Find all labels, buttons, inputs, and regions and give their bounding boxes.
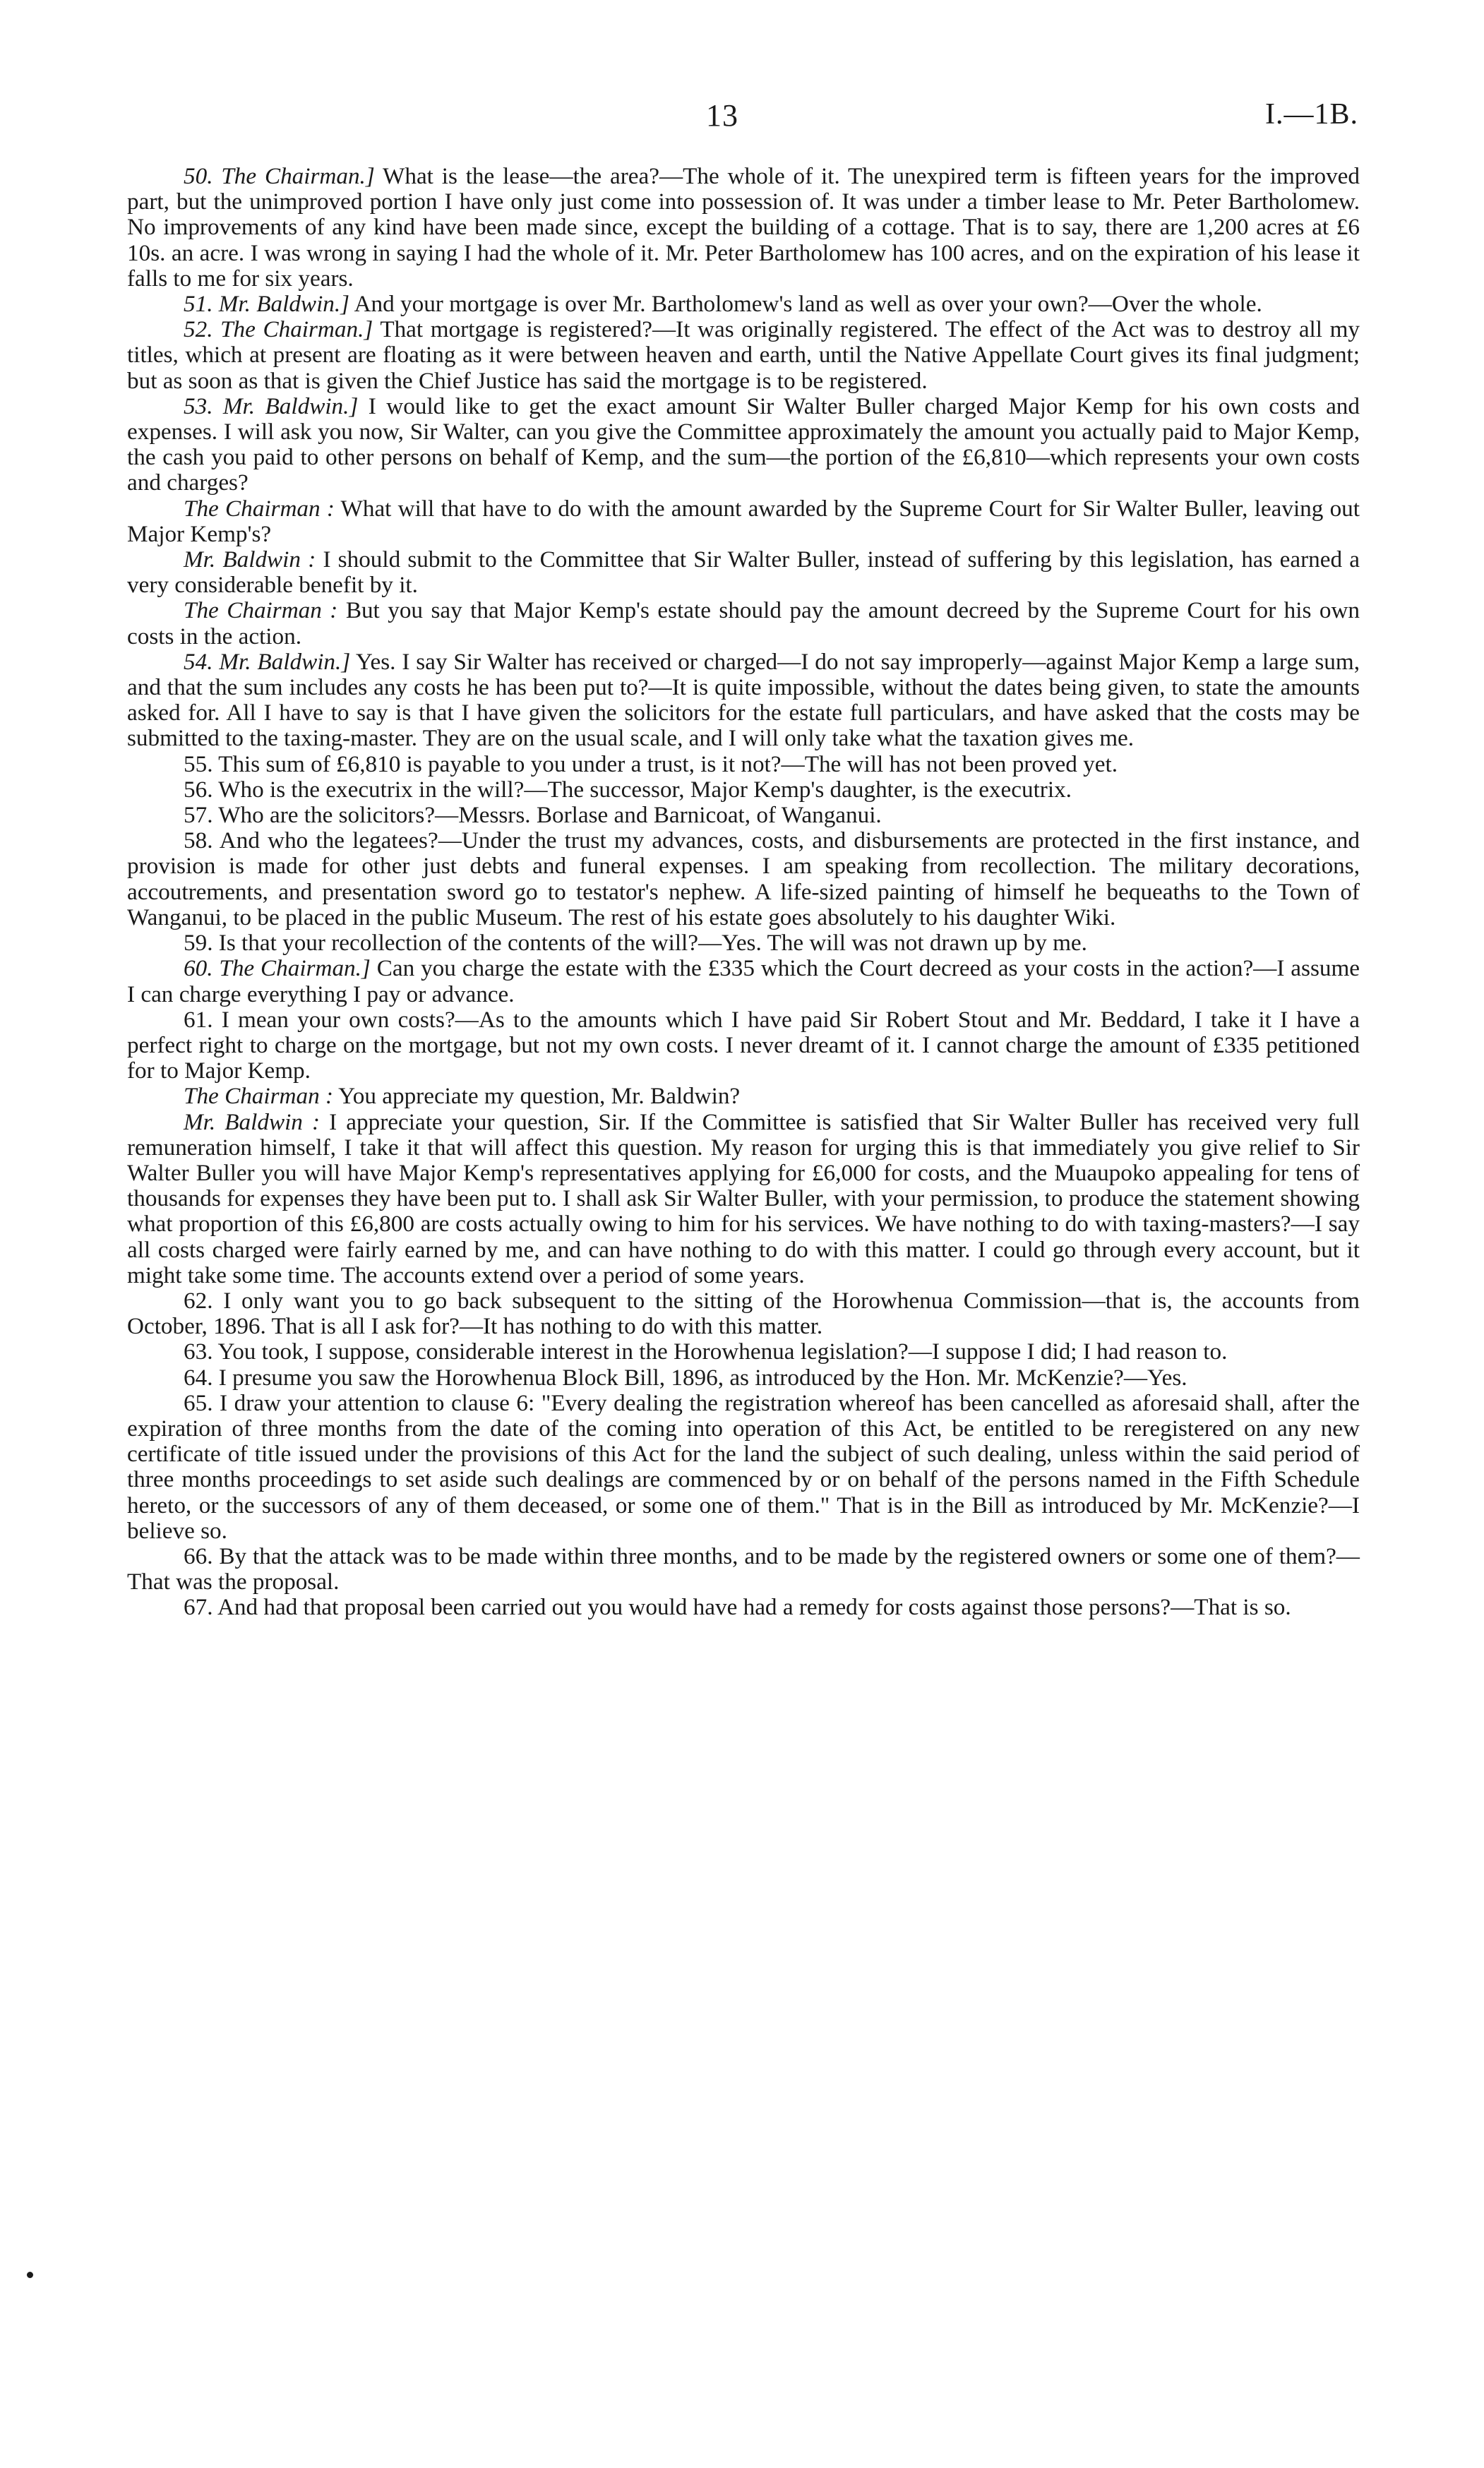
paragraph-baldwin-remark-2 bbox=[127, 1110, 1360, 1288]
paragraph-58 bbox=[127, 828, 1360, 930]
paragraph-51 bbox=[127, 292, 1360, 317]
paragraph-54 bbox=[127, 649, 1360, 752]
paragraph-64 bbox=[127, 1365, 1360, 1391]
page-header bbox=[0, 97, 1484, 140]
evidence-body bbox=[127, 164, 1360, 1621]
speaker-label: 53. Mr. Baldwin.] bbox=[184, 393, 359, 419]
speaker-label: The Chairman : bbox=[184, 597, 338, 624]
paragraph-text: Can you charge the estate with the £335 which the Court decreed as your costs in the action?—I assume I can charge everything I pay or advance. bbox=[127, 955, 1360, 1007]
paragraph-text: You appreciate my question, Mr. Baldwin? bbox=[333, 1083, 741, 1110]
paragraph-65 bbox=[127, 1391, 1360, 1544]
paragraph-text: What will that have to do with the amount awarded by the Supreme Court for Sir Walter Buller, leaving out Major Kemp's? bbox=[127, 495, 1360, 547]
paragraph-57 bbox=[127, 803, 1360, 828]
speaker-label: 60. The Chairman.] bbox=[184, 955, 371, 982]
paragraph-text: 65. I draw your attention to clause 6: "Every dealing the registration whereof has been cancelled as aforesaid shall, after the expiration of three months from the date of the coming into operation of this Act, be entitled to be reregistered on any new certificate of title issued under the provisions of this Act for the land the subject of such dealing, unless within the said period of three months proceedings to set aside such dealings are commenced by or on behalf of the persons named in the Fifth Schedule hereto, or the successors of any of them deceased, or some one of them." That is in the Bill as introduced by Mr. McKenzie?—I believe so. bbox=[127, 1389, 1360, 1544]
paragraph-55 bbox=[127, 752, 1360, 777]
paragraph-text: 56. Who is the executrix in the will?—The successor, Major Kemp's daughter, is the executrix. bbox=[184, 776, 1072, 803]
page-number: 13 bbox=[706, 98, 738, 133]
paragraph-60 bbox=[127, 956, 1360, 1007]
speaker-label: 50. The Chairman.] bbox=[184, 163, 375, 189]
paragraph-61 bbox=[127, 1007, 1360, 1084]
paragraph-67 bbox=[127, 1595, 1360, 1620]
speaker-label: Mr. Baldwin : bbox=[184, 546, 316, 573]
paragraph-text: 58. And who the legatees?—Under the trust my advances, costs, and disbursements are protected in the first instance, and provision is made for other just debts and funeral expenses. I am speaking from recollection. The military decorations, accoutrements, and presentation sword go to testator's nephew. A life-sized painting of himself he bequeaths to the Town of Wanganui, to be placed in the public Museum. The rest of his estate goes absolutely to his daughter Wiki. bbox=[127, 827, 1360, 930]
paragraph-chairman-remark-1 bbox=[127, 496, 1360, 547]
paragraph-text: And your mortgage is over Mr. Bartholomew's land as well as over your own?—Over the whole. bbox=[349, 291, 1262, 318]
paragraph-text: That mortgage is registered?—It was originally registered. The effect of the Act was to destroy all my titles, which at present are floating as it were between heaven and earth, until the Native Appellate Court gives its final judgment; but as soon as that is given the Chief Justice has said the mortgage is to be registered. bbox=[127, 316, 1360, 394]
paragraph-baldwin-remark-1 bbox=[127, 547, 1360, 598]
paragraph-text: Yes. I say Sir Walter has received or charged—I do not say improperly—against Major Kemp a large sum, and that the sum includes any costs he has been put to?—It is quite impossible, without the dates being given, to state the amounts asked for. All I have to say is that I have given the solicitors for the estate full particulars, and have asked that the costs may be submitted to the taxing-master. They are on the usual scale, and I will only take what the taxation gives me. bbox=[127, 648, 1360, 752]
paragraph-text: 59. Is that your recollection of the contents of the will?—Yes. The will was not drawn up by me. bbox=[184, 930, 1087, 957]
paragraph-text: 67. And had that proposal been carried out you would have had a remedy for costs against those persons?—That is so. bbox=[184, 1594, 1291, 1621]
paragraph-56 bbox=[127, 777, 1360, 803]
paragraph-text: What is the lease—the area?—The whole of it. The unexpired term is fifteen years for the improved part, but the unimproved portion I have only just come into possession of. It was under a timber lease to Mr. Peter Bartholomew. No improvements of any kind have been made since, except the building of a cottage. That is to say, there are 1,200 acres at £6 10s. an acre. I was wrong in saying I had the whole of it. Mr. Peter Bartholomew has 100 acres, and on the expiration of his lease it falls to me for six years. bbox=[127, 163, 1360, 292]
paragraph-text: 57. Who are the solicitors?—Messrs. Borlase and Barnicoat, of Wanganui. bbox=[184, 802, 882, 829]
paragraph-chairman-remark-3 bbox=[127, 1084, 1360, 1109]
paragraph-text: 63. You took, I suppose, considerable interest in the Horowhenua legislation?—I suppose I did; I had reason to. bbox=[184, 1338, 1228, 1365]
speaker-label: The Chairman : bbox=[184, 1083, 334, 1110]
paragraph-62 bbox=[127, 1288, 1360, 1339]
paragraph-50 bbox=[127, 164, 1360, 292]
paragraph-text: 62. I only want you to go back subsequent to the sitting of the Horowhenua Commission—that is, the accounts from October, 1896. That is all I ask for?—It has nothing to do with this matter. bbox=[127, 1287, 1360, 1340]
speaker-label: Mr. Baldwin : bbox=[184, 1108, 321, 1135]
paragraph-chairman-remark-2 bbox=[127, 598, 1360, 649]
paragraph-59 bbox=[127, 930, 1360, 956]
speaker-label: 54. Mr. Baldwin.] bbox=[184, 648, 351, 675]
paragraph-text: 64. I presume you saw the Horowhenua Block Bill, 1896, as introduced by the Hon. Mr. McKenzie?—Yes. bbox=[184, 1364, 1187, 1391]
paragraph-text: 61. I mean your own costs?—As to the amounts which I have paid Sir Robert Stout and Mr. Beddard, I take it I have a perfect right to charge on the mortgage, but not my own costs. I never dreamt of it. I cannot charge the amount of £335 petitioned for to Major Kemp. bbox=[127, 1006, 1360, 1084]
paragraph-text: I appreciate your question, Sir. If the Committee is satisfied that Sir Walter Buller has received very full remuneration himself, I take it that will affect this question. My reason for urging this is that immediately you give relief to Sir Walter Buller you will have Major Kemp's representatives applying for £6,000 for costs, and the Muaupoko appealing for tens of thousands for expenses they have been put to. I shall ask Sir Walter Buller, with your permission, to produce the statement showing what proportion of this £6,800 are costs actually owing to him for his services. We have nothing to do with taxing-masters?—I say all costs charged were fairly earned by me, and can have nothing to do with this matter. I could go through every account, but it might take some time. The accounts extend over a period of some years. bbox=[127, 1108, 1360, 1288]
paragraph-text: But you say that Major Kemp's estate should pay the amount decreed by the Supreme Court for his own costs in the action. bbox=[127, 597, 1360, 649]
margin-mark bbox=[27, 2272, 33, 2278]
speaker-label: 52. The Chairman.] bbox=[184, 316, 373, 343]
paragraph-text: I would like to get the exact amount Sir Walter Buller charged Major Kemp for his own costs and expenses. I will ask you now, Sir Walter, can you give the Committee approximately the amount you actually paid to Major Kemp, the cash you paid to other persons on behalf of Kemp, and the sum—the portion of the £6,810—which represents your own costs and charges? bbox=[127, 393, 1360, 496]
paragraph-52 bbox=[127, 317, 1360, 394]
paragraph-53 bbox=[127, 394, 1360, 496]
paragraph-text: I should submit to the Committee that Sir Walter Buller, instead of suffering by this legislation, has earned a very considerable benefit by it. bbox=[127, 546, 1360, 599]
paragraph-66 bbox=[127, 1544, 1360, 1595]
paragraph-text: 55. This sum of £6,810 is payable to you under a trust, is it not?—The will has not been proved yet. bbox=[184, 750, 1118, 777]
document-reference: I.—1B. bbox=[1265, 98, 1358, 131]
speaker-label: 51. Mr. Baldwin.] bbox=[184, 291, 350, 318]
paragraph-text: 66. By that the attack was to be made within three months, and to be made by the registered owners or some one of them?—That was the proposal. bbox=[127, 1542, 1360, 1595]
paragraph-63 bbox=[127, 1339, 1360, 1365]
speaker-label: The Chairman : bbox=[184, 495, 335, 522]
